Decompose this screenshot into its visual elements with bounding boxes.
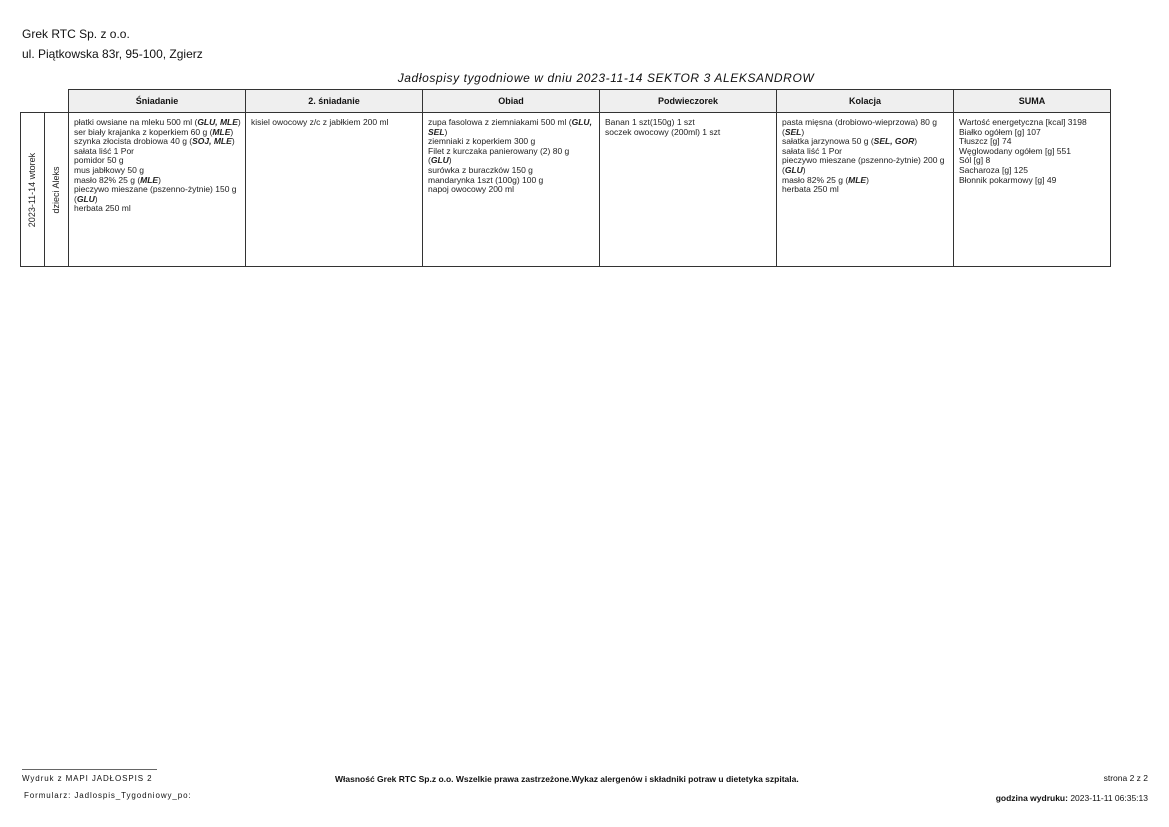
item-text: mus jabłkowy 50 g xyxy=(74,164,144,175)
weekly-menu-table xyxy=(20,89,1111,267)
footer-page-number: strona 2 z 2 xyxy=(1103,773,1148,783)
header-spacer xyxy=(45,90,69,113)
company-header xyxy=(22,24,203,64)
item-text-tail: ) xyxy=(444,126,448,137)
item-text: sałatka jarzynowa 50 g ( xyxy=(782,136,874,147)
item-text: herbata 250 ml xyxy=(782,184,839,195)
item-text: sałata liść 1 Por xyxy=(74,145,134,156)
allergen-code: GLU, SEL xyxy=(428,117,592,137)
item-text: sałata liść 1 Por xyxy=(782,145,842,156)
item-text: ser biały krajanka z koperkiem 60 g ( xyxy=(74,126,213,137)
list-item xyxy=(74,204,241,214)
allergen-code: SEL xyxy=(784,126,802,137)
nutrition-summary-cell xyxy=(954,113,1111,267)
item-text: kisiel owocowy z/c z jabłkiem 200 ml xyxy=(251,117,389,127)
table-header-row xyxy=(21,90,1111,113)
item-text: Sacharoza [g] 125 xyxy=(959,164,1028,175)
allergen-code: MLE xyxy=(140,174,159,185)
list-item xyxy=(251,118,418,128)
item-text: Węglowodany ogółem [g] 551 xyxy=(959,145,1071,156)
list-item xyxy=(782,185,949,195)
meal-cell-drugie-sniadanie xyxy=(246,113,423,267)
item-text: Białko ogółem [g] 107 xyxy=(959,126,1041,137)
item-text: zupa fasolowa z ziemniakami 500 ml ( xyxy=(428,117,572,127)
footer-print-source: Wydruk z MAPI JADŁOSPIS 2 xyxy=(22,774,153,783)
item-text: płatki owsiane na mleku 500 ml ( xyxy=(74,117,198,127)
item-text: Tłuszcz [g] 74 xyxy=(959,136,1012,147)
allergen-code: MLE xyxy=(212,126,231,137)
meal-cell-kolacja xyxy=(777,113,954,267)
item-text-tail: ) xyxy=(237,117,241,127)
item-text: mandarynka 1szt (100g) 100 g xyxy=(428,174,544,185)
print-time-label: godzina wydruku: xyxy=(995,793,1068,803)
item-text: Sól [g] 8 xyxy=(959,155,991,166)
item-text-tail: ) xyxy=(802,164,806,175)
company-address: ul. Piątkowska 83r, 95-100, Zgierz xyxy=(22,47,203,61)
meal-cell-podwieczorek xyxy=(600,113,777,267)
allergen-code: GLU xyxy=(430,155,449,166)
column-header-sniadanie: Śniadanie xyxy=(69,90,246,113)
column-header-obiad: Obiad xyxy=(423,90,600,113)
allergen-code: SOJ, MLE xyxy=(192,136,232,147)
item-text: Filet z kurczaka panierowany (2) 80 g ( xyxy=(428,145,570,166)
list-item xyxy=(428,147,595,166)
item-text-tail: ) xyxy=(448,155,452,166)
column-header-kolacja: Kolacja xyxy=(777,90,954,113)
allergen-code: GLU xyxy=(76,193,95,204)
item-text: surówka z buraczków 150 g xyxy=(428,164,533,175)
column-header-drugie-sniadanie: 2. śniadanie xyxy=(246,90,423,113)
item-text: pieczywo mieszane (pszenno-żytnie) 150 g ( xyxy=(74,184,237,204)
footer-form-name: Formularz: Jadlospis_Tygodniowy_po: xyxy=(24,791,192,800)
item-text: Błonnik pokarmowy [g] 49 xyxy=(959,174,1057,185)
item-text: masło 82% 25 g ( xyxy=(74,174,141,185)
item-text-tail: ) xyxy=(158,174,161,185)
list-item xyxy=(74,185,241,204)
date-label: 2023-11-14 wtorek xyxy=(26,152,37,227)
list-item xyxy=(428,118,595,137)
list-item xyxy=(428,185,595,195)
allergen-code: SEL, GOR xyxy=(873,136,915,147)
print-time-value: 2023-11-11 06:35:13 xyxy=(1070,793,1148,803)
item-text-tail: ) xyxy=(94,193,98,204)
item-text-tail: ) xyxy=(230,126,234,137)
list-item xyxy=(782,156,949,175)
footer-divider xyxy=(22,769,157,770)
item-text: ziemniaki z koperkiem 300 g xyxy=(428,136,536,147)
meal-cell-obiad xyxy=(423,113,600,267)
group-label: dzieci Aleks xyxy=(50,165,61,214)
allergen-code: GLU, MLE xyxy=(197,117,238,127)
item-text: pasta mięsna (drobiowo-wieprzowa) 80 g ( xyxy=(782,117,937,137)
item-text: szynka złocista drobiowa 40 g ( xyxy=(74,136,193,147)
item-text: napoj owocowy 200 ml xyxy=(428,184,514,195)
item-text: Wartość energetyczna [kcal] 3198 xyxy=(959,117,1087,127)
item-text-tail: ) xyxy=(231,136,235,147)
item-text-tail: ) xyxy=(914,136,918,147)
footer-ownership-note: Własność Grek RTC Sp.z o.o. Wszelkie prawa zastrzeżone.Wykaz alergenów i składniki potraw u dietetyka szpitala. xyxy=(335,774,799,784)
item-text: Banan 1 szt(150g) 1 szt xyxy=(605,117,695,127)
meal-cell-sniadanie xyxy=(69,113,246,267)
item-text-tail: ) xyxy=(866,174,869,185)
item-text: pomidor 50 g xyxy=(74,155,124,166)
item-text: masło 82% 25 g ( xyxy=(782,174,849,185)
item-text: pieczywo mieszane (pszenno-żytnie) 200 g ( xyxy=(782,155,945,175)
date-cell xyxy=(21,113,45,267)
company-name: Grek RTC Sp. z o.o. xyxy=(22,27,130,41)
item-text: soczek owocowy (200ml) 1 szt xyxy=(605,126,721,137)
group-cell xyxy=(45,113,69,267)
item-text: herbata 250 ml xyxy=(74,203,131,214)
table-row xyxy=(21,113,1111,267)
list-item xyxy=(959,176,1106,186)
page-title: Jadłospisy tygodniowe w dniu 2023-11-14 SEKTOR 3 ALEKSANDROW xyxy=(397,71,815,85)
column-header-suma: SUMA xyxy=(954,90,1111,113)
list-item xyxy=(782,118,949,137)
allergen-code: GLU xyxy=(784,164,803,175)
list-item xyxy=(605,128,772,138)
column-header-podwieczorek: Podwieczorek xyxy=(600,90,777,113)
footer-print-time xyxy=(996,793,1148,803)
allergen-code: MLE xyxy=(848,174,867,185)
header-spacer xyxy=(21,90,45,113)
item-text-tail: ) xyxy=(801,126,805,137)
